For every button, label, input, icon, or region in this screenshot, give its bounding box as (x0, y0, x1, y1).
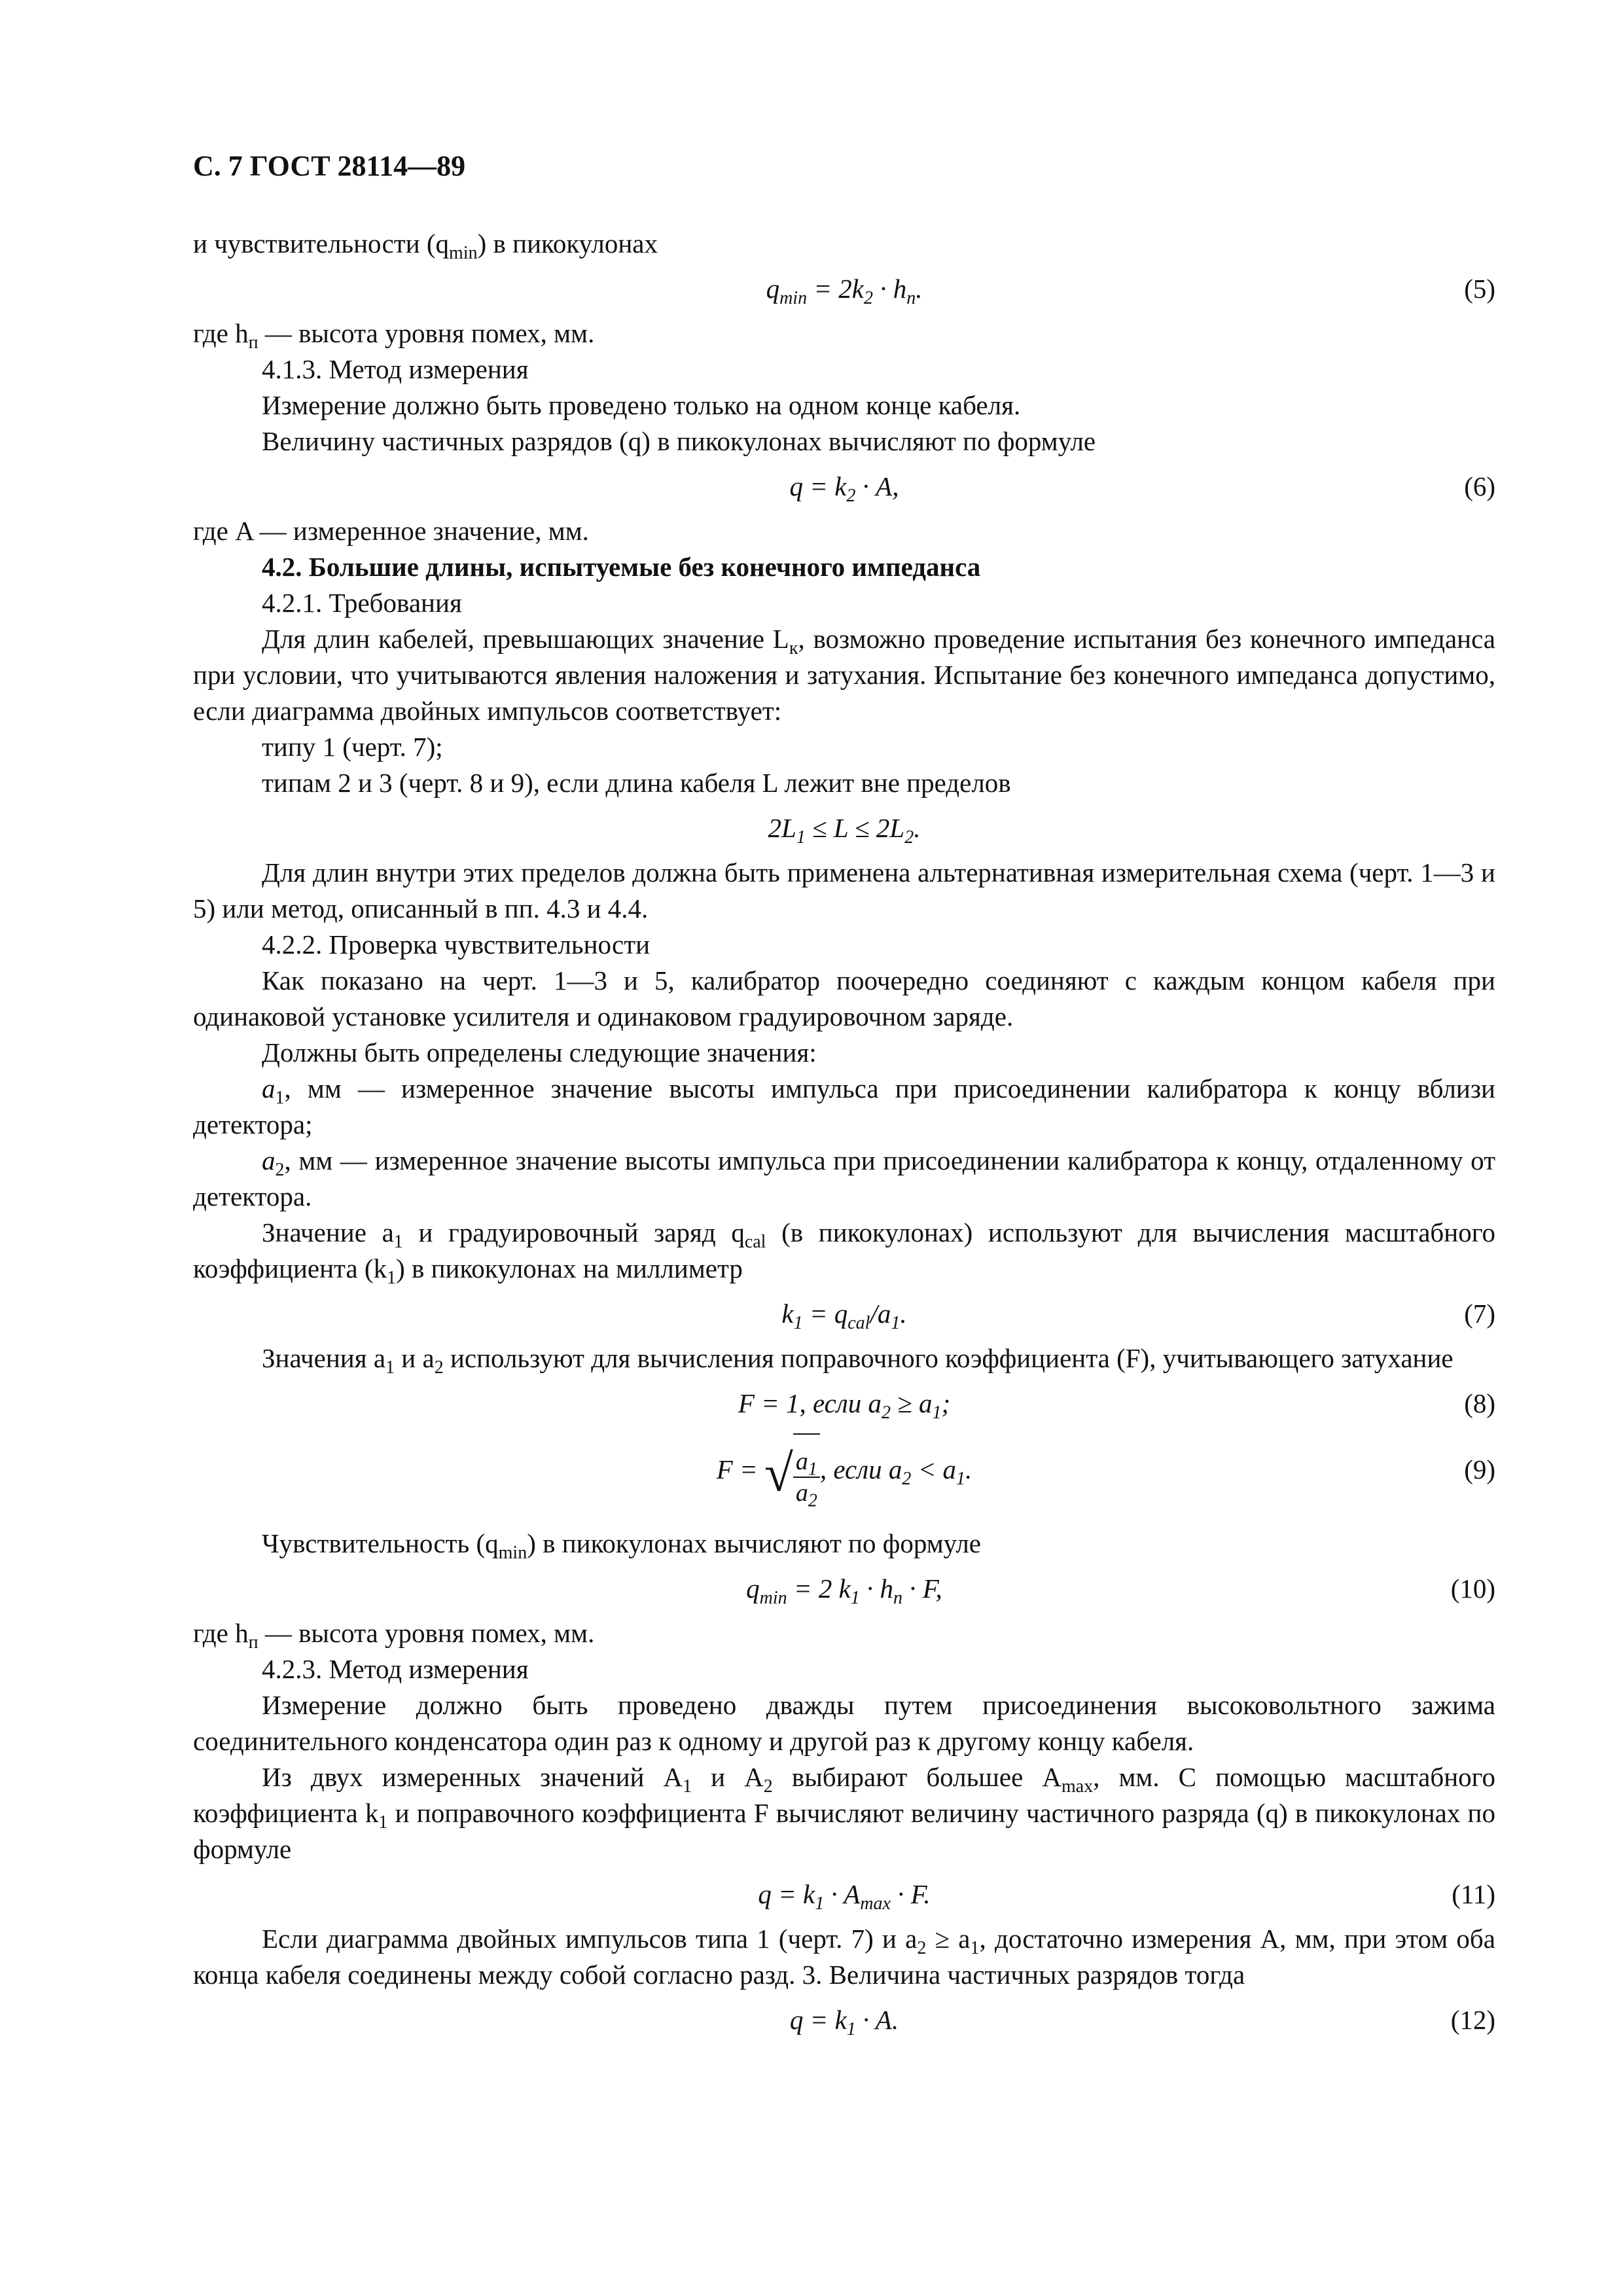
formula-number: (6) (1464, 471, 1495, 501)
sqrt-symbol: √ $\frac{a_1}{a_2}$ (764, 1431, 820, 1514)
paragraph: Величину частичных разрядов (q) в пикокулонах вычисляют по формуле (262, 426, 1096, 456)
paragraph: Для длин кабелей, превышающих значение $L_к$, возможно проведение испытания без конечного импеданса при условии, что учитываются явления наложения и затухания. Испытание без конечного импеданса допустимо, если диаграмма двойных импульсов соответствует: (193, 624, 1495, 726)
formula-8: F = 1, если $a_2 \ge a_1$; (8) (193, 1382, 1495, 1425)
formula-5: $q_{min} = 2k_2 \cdot h_п$. (5) (193, 267, 1495, 310)
formula-number: (7) (1464, 1299, 1495, 1329)
subsection-heading: 4.2.2. Проверка чувствительности (262, 929, 651, 960)
formula-number: (5) (1464, 274, 1495, 304)
paragraph: типам 2 и 3 (черт. 8 и 9), если длина кабеля L лежит вне пределов (262, 768, 1011, 798)
paragraph: Должны быть определены следующие значения: (262, 1037, 817, 1067)
formula-number: (11) (1452, 1879, 1495, 1909)
paragraph: и чувствительности $(q_{min})$ в пикокулонах (193, 228, 658, 264)
document-body (193, 226, 1495, 2047)
subsection-heading: 4.1.3. Метод измерения (262, 354, 529, 384)
paragraph: Для длин внутри этих пределов должна быть применена альтернативная измерительная схема (черт. 1—3 и 5) или метод, описанный в пп. 4.3 и 4.4. (193, 857, 1495, 924)
formula-9: F = √ $\frac{a_1}{a_2}$ , если $a_2 < a_1$. (9) (193, 1430, 1495, 1509)
formula-number: (12) (1450, 2005, 1495, 2035)
paragraph: Измерение должно быть проведено дважды путем присоединения высоковольтного зажима соединительного конденсатора один раз к одному и другой раз к другому концу кабеля. (193, 1690, 1495, 1756)
paragraph: Чувствительность $(q_{min})$ в пикокулонах вычисляют по формуле (262, 1528, 981, 1564)
paragraph: Если диаграмма двойных импульсов типа 1 (черт. 7) и $a_2 \ge a_1$, достаточно измерения A, мм, при этом оба конца кабеля соединены между собой согласно разд. 3. Величина частичных разрядов тогда (193, 1924, 1495, 1990)
formula-12: $q = k_1 \cdot A$. (12) (193, 1998, 1495, 2041)
formula-10: $q_{min} = 2$ $k_1 \cdot h_п \cdot F$, (10) (193, 1567, 1495, 1610)
paragraph: где A — измеренное значение, мм. (193, 516, 589, 546)
paragraph: $a_2$, мм — измеренное значение высоты импульса при присоединении калибратора к концу, отдаленному от детектора. (193, 1145, 1495, 1211)
page-header: С. 7 ГОСТ 28114—89 (193, 150, 466, 182)
subsection-heading: 4.2.3. Метод измерения (262, 1654, 529, 1684)
paragraph: Как показано на черт. 1—3 и 5, калибратор поочередно соединяют с каждым концом кабеля при одинаковой установке усилителя и одинаковом градуировочном заряде. (193, 965, 1495, 1031)
paragraph: Из двух измеренных значений $A_1$ и $A_2$ выбирают большее $A_{max}$, мм. С помощью масштабного коэффициента $k_1$ и поправочного коэффициента F вычисляют величину частичного разряда (q) в пикокулонах по формуле (193, 1762, 1495, 1864)
paragraph: типу 1 (черт. 7); (262, 732, 443, 762)
paragraph: Измерение должно быть проведено только на одном конце кабеля. (262, 390, 1021, 420)
section-heading: 4.2. Большие длины, испытуемые без конечного импеданса (262, 552, 981, 582)
subsection-heading: 4.2.1. Требования (262, 588, 462, 618)
formula-7: $k_1 = q_{cal}/a_1$. (7) (193, 1292, 1495, 1335)
paragraph: Значение $a_1$ и градуировочный заряд $q_{cal}$ (в пикокулонах) используют для вычисления масштабного коэффициента $(k_1)$ в пикокулонах на миллиметр (193, 1217, 1496, 1289)
paragraph: Значения $a_1$ и $a_2$ используют для вычисления поправочного коэффициента (F), учитывающего затухание (262, 1343, 1454, 1378)
formula-number: (8) (1464, 1388, 1495, 1418)
formula-11: $q = k_1 \cdot A_{max} \cdot F$. (11) (193, 1873, 1495, 1916)
formula-limits: $2L_1 \le L \le 2L_2$. (768, 813, 921, 848)
paragraph: где $h_п$ — высота уровня помех, мм. (193, 1618, 595, 1653)
formula-number: (10) (1450, 1573, 1495, 1604)
formula-number: (9) (1464, 1454, 1495, 1484)
formula-6: $q = k_2 \cdot А$, (6) (193, 465, 1495, 508)
paragraph: $a_1$, мм — измеренное значение высоты импульса при присоединении калибратора к концу вблизи детектора; (193, 1073, 1495, 1139)
paragraph: где $h_п$ — высота уровня помех, мм. (193, 318, 595, 353)
